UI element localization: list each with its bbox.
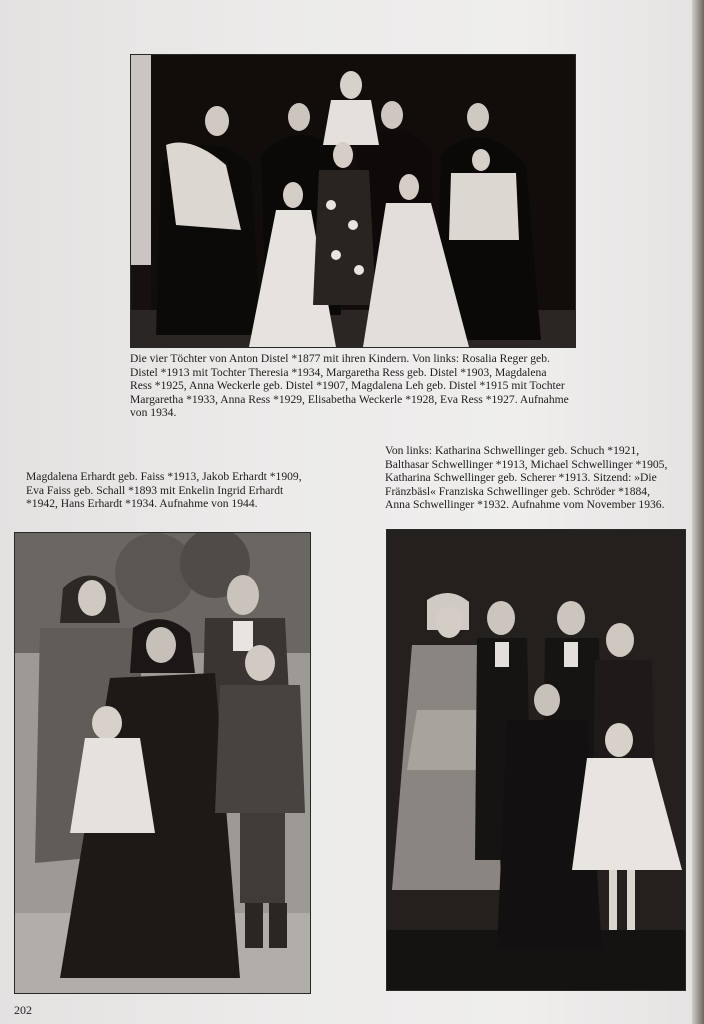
photo-distel-daughters-1934 xyxy=(131,55,575,347)
page-number: 202 xyxy=(14,1003,32,1017)
caption-right: Von links: Katharina Schwellinger geb. Schuch *1921, Balthasar Schwellinger *1913, Michael Schwellinger *1905, Katharina Schwellinger geb. Scherer *1913. Sitzend: »Die Fränzbäsl« Franziska Schwellinger geb. Schröder *1884, Anna Schwellinger *1932. Aufnahme vom November 1936. xyxy=(385,444,668,512)
book-spine-edge xyxy=(692,0,704,1024)
photo-erhardt-family-1944 xyxy=(15,533,310,993)
caption-top: Die vier Töchter von Anton Distel *1877 mit ihren Kindern. Von links: Rosalia Reger geb. Distel *1913 mit Tochter Theresia *1934, Margaretha Ress geb. Distel *1903, Magdalena Ress *1925, Anna Weckerle geb. Distel *1907, Magdalena Leh geb. Distel *1915 mit Tochter Margaretha *1933, Anna Ress *1929, Elisabetha Weckerle *1928, Eva Ress *1927. Aufnahme von 1934. xyxy=(130,352,569,420)
photo-schwellinger-family-1936 xyxy=(387,530,685,990)
caption-left: Magdalena Erhardt geb. Faiss *1913, Jakob Erhardt *1909, Eva Faiss geb. Schall *1893 mit Enkelin Ingrid Erhardt *1942, Hans Erhardt *1934. Aufnahme von 1944. xyxy=(26,470,302,511)
